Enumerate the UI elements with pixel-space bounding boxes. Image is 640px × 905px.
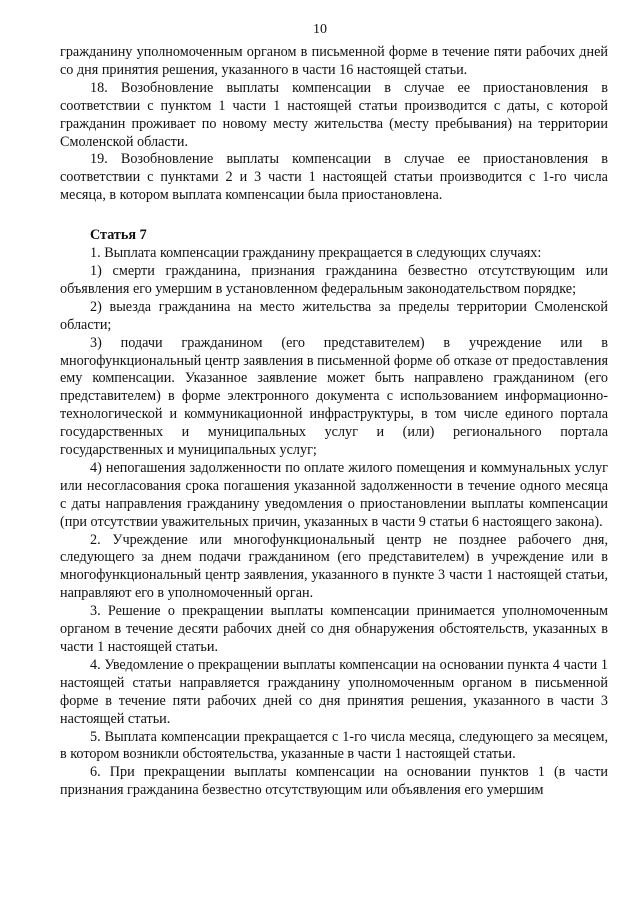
article-paragraph: 6. При прекращении выплаты компенсации на основании пунктов 1 (в части признания гражданина безвестно отсутствующим или объявления его умершим — [60, 764, 608, 799]
page-number: 10 — [313, 22, 327, 37]
article-paragraph: 2. Учреждение или многофункциональный центр не позднее рабочего дня, следующего за днем подачи гражданином (его представителем) в учреждение или в многофункциональный центр заявления, указанного в пункте 3 части 1 настоящей статьи, направляют его в уполномоченный орган. — [60, 531, 608, 602]
article-heading: Статья 7 — [90, 227, 147, 244]
article-paragraph: 1) смерти гражданина, признания гражданина безвестно отсутствующим или объявления его умершим в установленном федеральным законодательством порядке; — [60, 262, 608, 297]
paragraph-18: 18. Возобновление выплаты компенсации в случае ее приостановления в соответствии с пунктом 1 части 1 настоящей статьи производится с даты, с которой гражданин проживает по новому месту жительства (месту пребывания) на территории Смоленской области. — [60, 79, 608, 150]
document-body — [60, 44, 608, 800]
article-paragraph: 4. Уведомление о прекращении выплаты компенсации на основании пункта 4 части 1 настоящей статьи направляется гражданину уполномоченным органом в письменной форме в течение пяти рабочих дней со дня принятия решения, указанного в части 3 настоящей статьи. — [60, 656, 608, 727]
paragraph-continuation: гражданину уполномоченным органом в письменной форме в течение пяти рабочих дней со дня принятия решения, указанного в части 16 настоящей статьи. — [60, 44, 608, 78]
article-paragraph: 4) непогашения задолженности по оплате жилого помещения и коммунальных услуг или несогласования срока погашения указанной задолженности в течение одного месяца с даты направления гражданину уведомления о приостановлении выплаты компенсации (при отсутствии уважительных причин, указанных в части 9 статьи 6 настоящего закона). — [60, 459, 608, 530]
article-paragraph: 1. Выплата компенсации гражданину прекращается в следующих случаях: — [90, 245, 542, 262]
article-paragraph: 3) подачи гражданином (его представителем) в учреждение или в многофункциональный центр заявления в письменной форме об отказе от предоставления ему компенсации. Указанное заявление может быть направлено гражданином (его представителем) в форме электронного документа с использованием информационно-технологической и коммуникационной инфраструктуры, в том числе единого портала государственных и муниципальных услуг и (или) регионального портала государственных и муниципальных услуг; — [60, 334, 608, 459]
article-paragraph: 2) выезда гражданина на место жительства за пределы территории Смоленской области; — [60, 298, 608, 333]
article-paragraph: 5. Выплата компенсации прекращается с 1-го числа месяца, следующего за месяцем, в котором возникли обстоятельства, указанные в части 1 настоящей статьи. — [60, 728, 608, 763]
paragraph-19: 19. Возобновление выплаты компенсации в случае ее приостановления в соответствии с пунктами 2 и 3 части 1 настоящей статьи производится с 1-го числа месяца, в котором выплата компенсации была приостановлена. — [60, 151, 608, 204]
article-paragraph: 3. Решение о прекращении выплаты компенсации принимается уполномоченным органом в течение десяти рабочих дней со дня обнаружения обстоятельств, указанных в части 1 настоящей статьи. — [60, 603, 608, 655]
